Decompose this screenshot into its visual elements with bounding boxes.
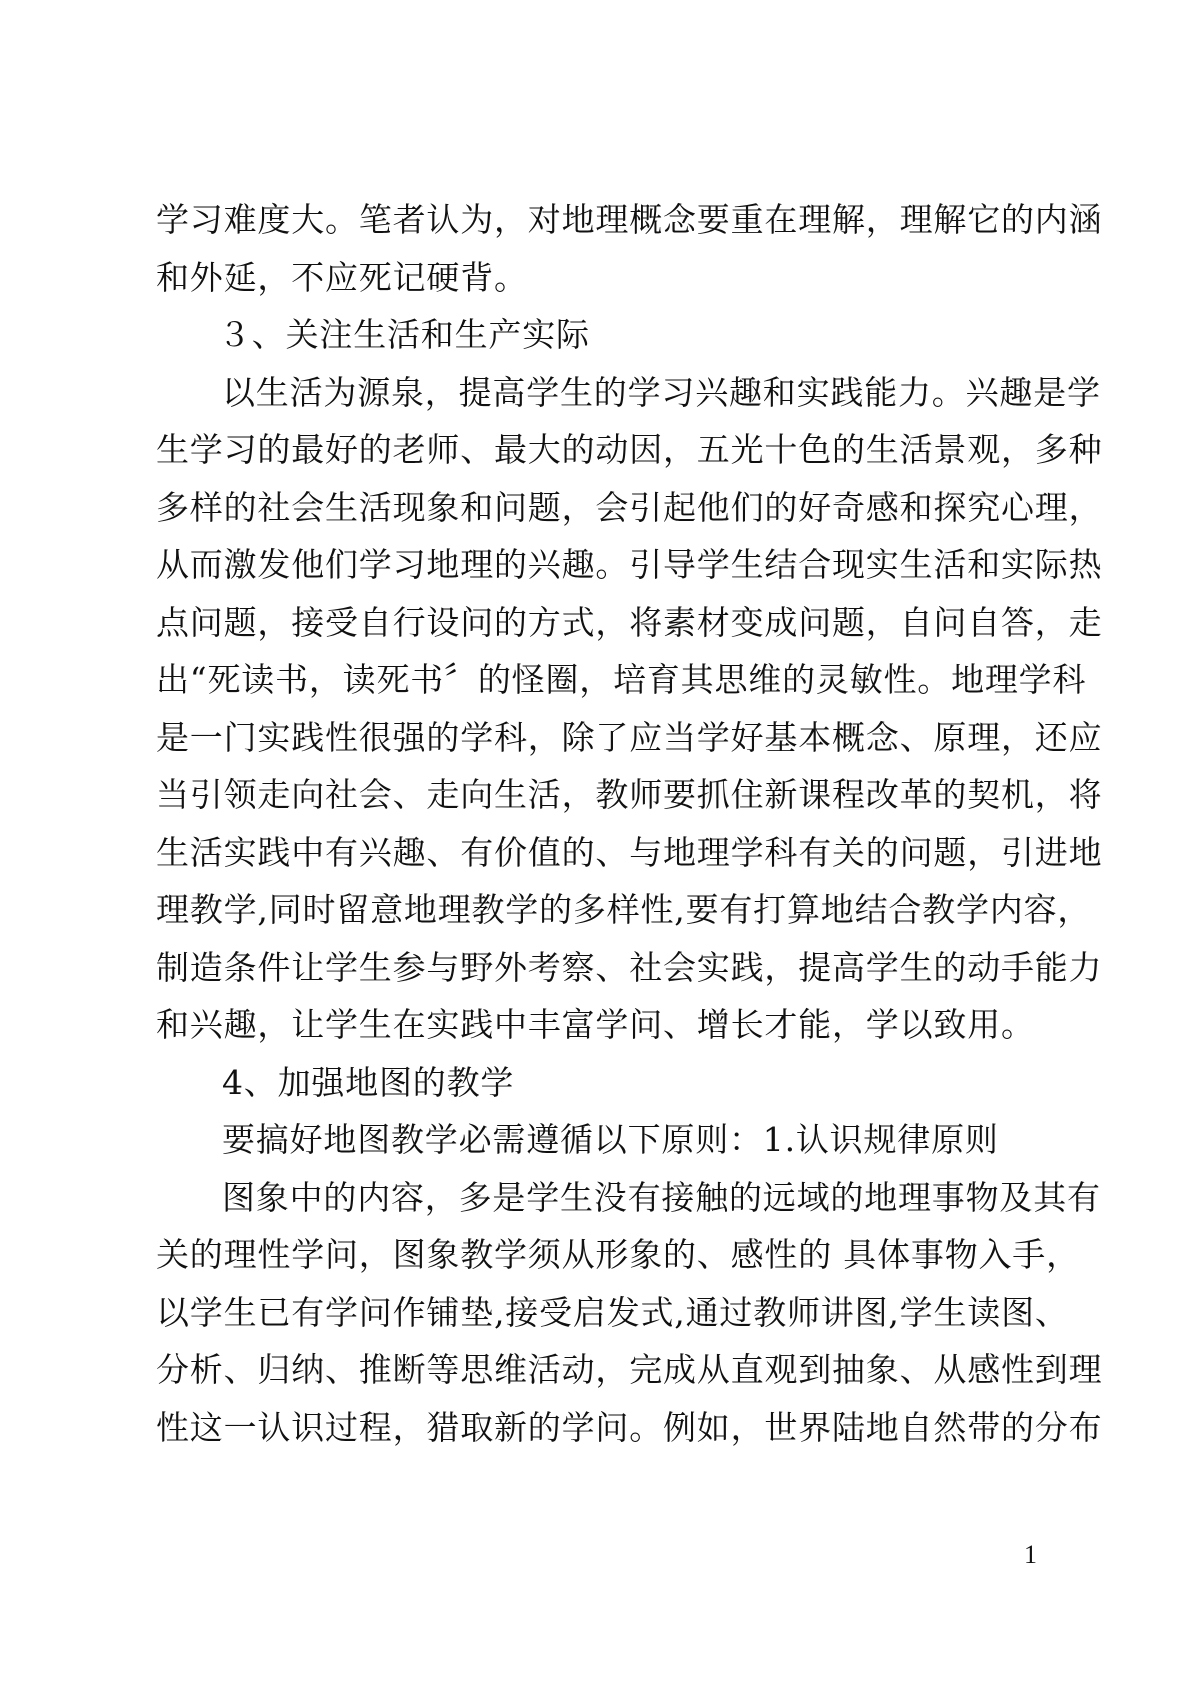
text-line: 分析、归纳、推断等思维活动，完成从直观到抽象、从感性到理 — [156, 1350, 1103, 1389]
text-line: 性这一认识过程，猎取新的学问。例如，世界陆地自然带的分布 — [156, 1407, 1103, 1447]
section-heading: ３、关注生活和生产实际 — [218, 315, 590, 354]
text-line: 生学习的最好的老师、最大的动因，五光十色的生活景观，多种 — [156, 430, 1103, 469]
paragraph-first-line: 以生活为源泉，提高学生的学习兴趣和实践能力。兴趣是学 — [222, 372, 1101, 412]
text-line: 以学生已有学问作铺垫,接受启发式,通过教师讲图,学生读图、 — [156, 1292, 1069, 1332]
text-line: 学习难度大。笔者认为，对地理概念要重在理解，理解它的内涵 — [156, 200, 1103, 239]
text-line: 制造条件让学生参与野外考察、社会实践，提高学生的动手能力 — [156, 947, 1103, 987]
paragraph-first-line: 要搞好地图教学必需遵循以下原则：1.认识规律原则 — [222, 1120, 999, 1159]
text-line: 点问题，接受自行设问的方式，将素材变成问题，自问自答，走 — [156, 602, 1103, 642]
text-line: 和兴趣，让学生在实践中丰富学问、增长才能，学以致用。 — [156, 1005, 1035, 1044]
text-line: 出“死读书，读死书〞的怪圈，培育其思维的灵敏性。地理学科 — [156, 660, 1087, 699]
page-number: 1 — [1024, 1540, 1037, 1569]
text-line: 是一门实践性很强的学科，除了应当学好基本概念、原理，还应 — [156, 717, 1103, 757]
text-line: 生活实践中有兴趣、有价值的、与地理学科有关的问题，引进地 — [156, 832, 1103, 872]
text-line: 和外延，不应死记硬背。 — [156, 257, 528, 297]
text-line: 当引领走向社会、走向生活，教师要抓住新课程改革的契机，将 — [156, 775, 1103, 814]
text-line: 多样的社会生活现象和问题，会引起他们的好奇感和探究心理， — [156, 487, 1103, 527]
section-heading: 4、加强地图的教学 — [222, 1062, 515, 1102]
text-line: 从而激发他们学习地理的兴趣。引导学生结合现实生活和实际热 — [156, 545, 1103, 584]
text-line: 关的理性学问，图象教学须从形象的、感性的 具体事物入手， — [156, 1235, 1080, 1274]
text-line: 理教学,同时留意地理教学的多样性,要有打算地结合教学内容， — [156, 890, 1092, 929]
paragraph-first-line: 图象中的内容，多是学生没有接触的远域的地理事物及其有 — [222, 1177, 1101, 1217]
document-body — [156, 191, 1103, 1456]
